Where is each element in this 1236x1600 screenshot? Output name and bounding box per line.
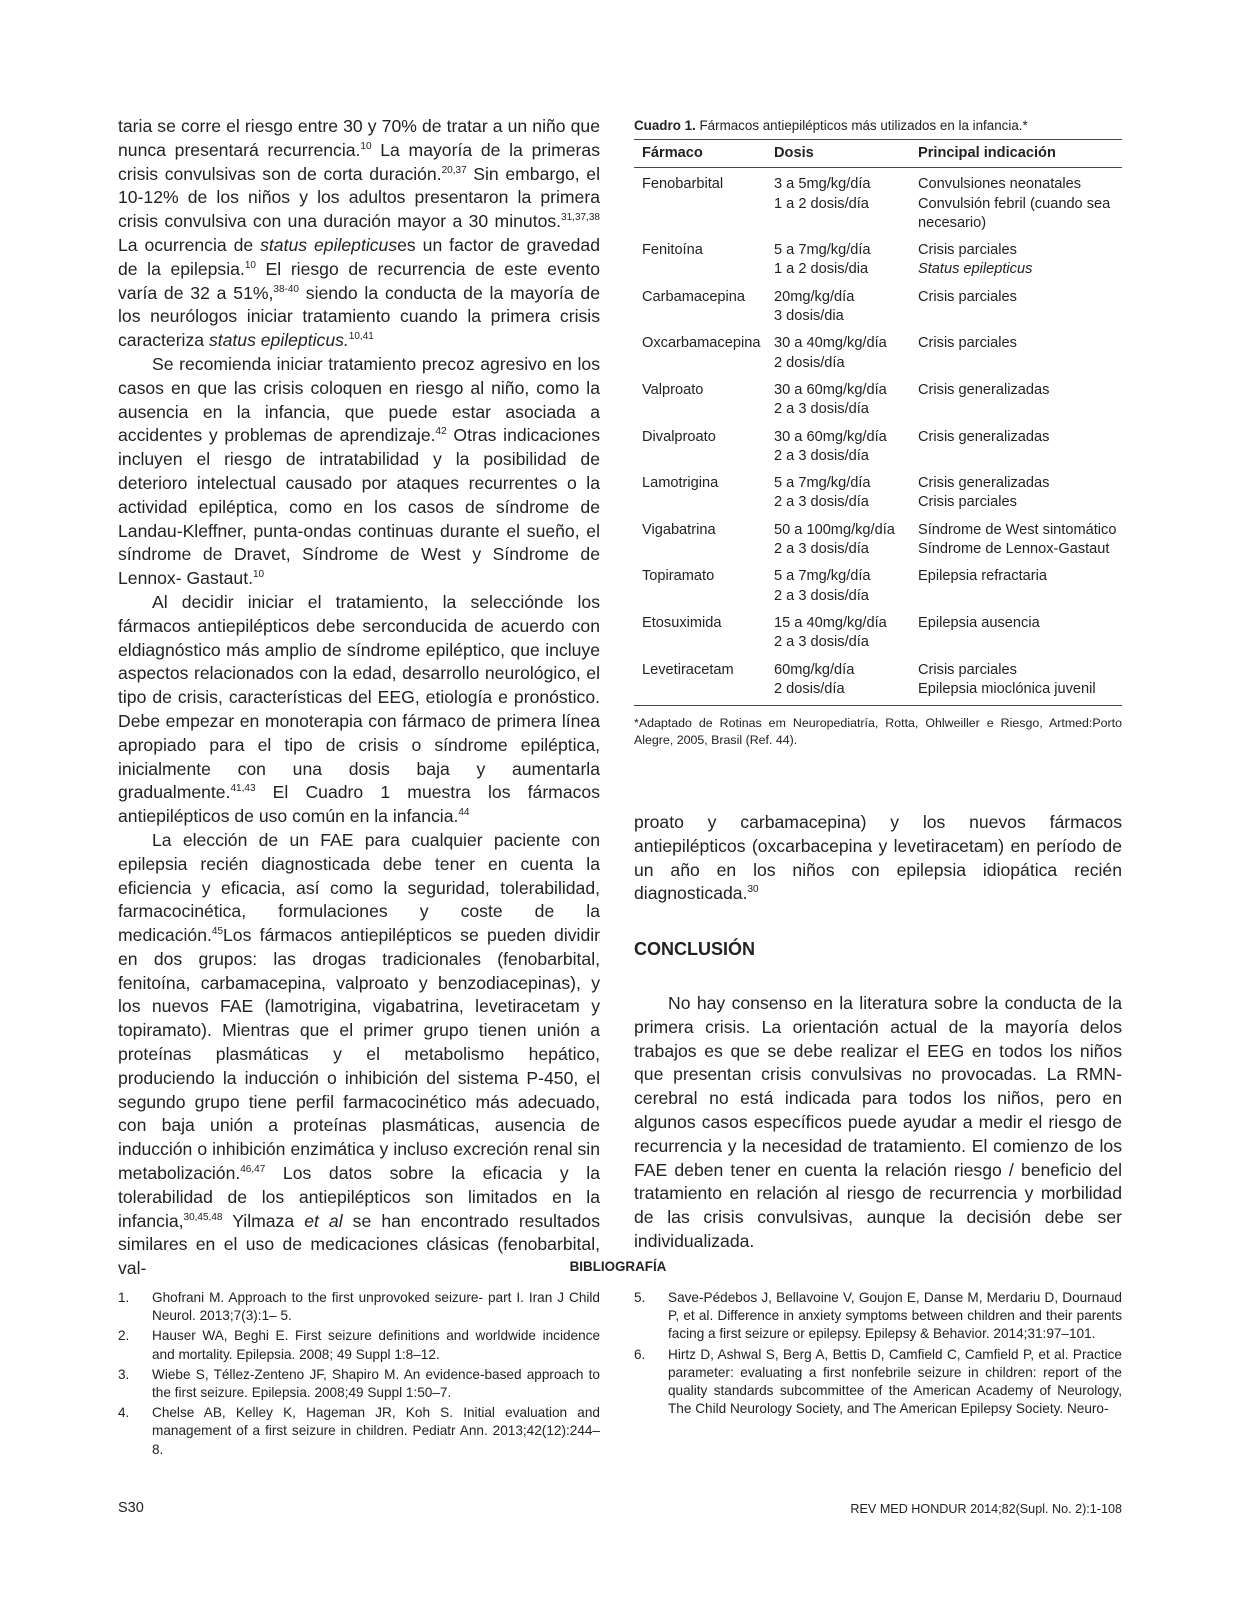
table-row (634, 428, 1122, 475)
table-row (634, 474, 1122, 521)
drug-name: Levetiracetam (634, 661, 766, 706)
drug-indication: Crisis parciales Status epilepticus (918, 242, 1033, 278)
drug-name: Topiramato (642, 568, 715, 585)
drug-indication: Crisis generalizadas Crisis parciales (918, 475, 1050, 511)
reference-item: 3. Wiebe S, Téllez-Zenteno JF, Shapiro M. An evidence-based approach to the first seizure. Epilepsia. 2008;49 Suppl 1:50–7. (118, 1366, 600, 1401)
reference-item: 4. Chelse AB, Kelley K, Hageman JR, Koh S. Initial evaluation and management of a first seizure in children. Pediatr Ann. 2013;42(12):244–8. (118, 1405, 600, 1457)
conclusion-heading: CONCLUSIÓN (634, 939, 755, 960)
drug-indication: Crisis generalizadas (918, 428, 1050, 445)
drug-dose: 60mg/kg/día 2 dosis/día (766, 661, 910, 706)
page-number: S30 (118, 1500, 144, 1516)
table-caption: Cuadro 1. Fármacos antiepilépticos más utilizados en la infancia.* (634, 118, 1028, 133)
table-row (634, 521, 1122, 568)
drug-dose: 5 a 7mg/kg/día 2 a 3 dosis/día (774, 568, 871, 604)
table-header-row (634, 140, 1122, 168)
table-row (634, 168, 1122, 241)
drug-dose: 50 a 100mg/kg/día 2 a 3 dosis/día (774, 521, 895, 558)
drug-name: Fenitoína (642, 242, 703, 259)
paragraph-1: taria se corre el riesgo entre 30 y 70% de tratar a un niño que nunca presentará recurrencia.$^{10}$ La mayoría de la primeras crisis convulsivas son de corta duración.$^{20,37}$ Sin embargo, el 10-12% de los niños y los adultos presentaron la primera crisis convulsiva con una duración mayor a 30 minutos.$^{31,37,38}$ La ocurrencia de status epilepticuses un factor de gravedad de la epilepsia.$^{10}$ El riesgo de recurrencia de este evento varía de 32 a 51%,$^{38-40}$ siendo la conducta de la mayoría de los neurólogos iniciar tratamiento cuando la primera crisis caracteriza status epilepticus.$^{10,41}$ (118, 116, 600, 351)
drug-dose: 15 a 40mg/kg/día 2 a 3 dosis/día (774, 614, 887, 651)
drug-indication: Crisis generalizadas (918, 381, 1050, 398)
conclusion-paragraph: No hay consenso en la literatura sobre la conducta de la primera crisis. La orientación actual de la mayoría delos trabajos es que se debe realizar el EEG en todos los niños que presentan crisis convulsivas no provocadas. La RMN-cerebral no está indicada para todos los niños, pero en algunos casos específicos puede ayudar a medir el riesgo de recurrencia y la necesidad de tratamiento. El comienzo de los FAE deben tener en cuenta la relación riesgo / beneficio del tratamiento en relación al riesgo de recurrencia y morbilidad de las crisis convulsivas, aunque la decisión debe ser individualizada. (634, 992, 1122, 1251)
table-footnote: *Adaptado de Rotinas em Neuropediatría, Rotta, Ohlweiller e Riesgo, Artmed:Porto Alegre, 2005, Brasil (Ref. 44). (634, 716, 1122, 748)
header-farmaco: Fármaco (634, 140, 766, 168)
drug-indication: Epilepsia ausencia (918, 614, 1040, 631)
header-indicacion: Principal indicación (910, 140, 1122, 168)
reference-item: 1. Ghofrani M. Approach to the first unprovoked seizure- part I. Iran J Child Neurol. 2013;7(3):1– 5. (118, 1290, 600, 1324)
drug-table-block (634, 117, 1122, 749)
table-row (634, 614, 1122, 661)
drug-indication: Crisis parciales Epilepsia mioclónica juvenil (910, 661, 1122, 706)
drug-name: Valproato (642, 381, 704, 398)
references-right (634, 1289, 1122, 1420)
header-dosis: Dosis (766, 140, 910, 168)
drug-dose: 5 a 7mg/kg/día 1 a 2 dosis/dia (774, 242, 871, 278)
journal-citation: REV MED HONDUR 2014;82(Supl. No. 2):1-108 (850, 1502, 1122, 1516)
drug-table (634, 139, 1122, 706)
paragraph-2: Se recomienda iniciar tratamiento precoz agresivo en los casos en que las crisis coloquen en riesgo al niño, como la ausencia en la infancia, que puede estar asociada a accidentes y problemas de aprendizaje.$^{42}$ Otras indicaciones incluyen el riesgo de intratabilidad y la posibilidad de deterioro intelectual causado por ataques recurrentes o la actividad epiléptica, como en los casos de síndrome de Landau-Kleffner, punta-ondas continuas durante el sueño, el síndrome de Dravet, Síndrome de West y Síndrome de Lennox- Gastaut.$^{10}$ (118, 353, 600, 589)
paragraph-continuation: proato y carbamacepina) y los nuevos fármacos antiepilépticos (oxcarbacepina y levetiracetam) en período de un año en los niños con epilepsia idiopática recién diagnosticada.$^{30}$ (634, 812, 1122, 904)
drug-dose: 3 a 5mg/kg/día 1 a 2 dosis/día (774, 176, 871, 212)
table-row (634, 661, 1122, 706)
drug-name: Divalproato (642, 428, 716, 445)
drug-name: Vigabatrina (642, 521, 716, 538)
paragraph-3: Al decidir iniciar el tratamiento, la seleccióndе los fármacos antiepilépticos debe serconducida de acuerdo con eldiagnóstico más amplio de síndrome epiléptico, que incluye aspectos relacionados con la edad, desarrollo neurológico, el tipo de crisis, características del EEG, etiología e pronóstico. Debe empezar en monoterapia con fármaco de primera línea apropiado para el tipo de crisis o síndrome epiléptica, inicialmente con una dosis baja y aumentarla gradualmente.$^{41,43}$ El Cuadro 1 muestra los fármacos antiepilépticos de uso común en la infancia.$^{44}$ (118, 591, 600, 827)
drug-indication: Epilepsia refractaria (918, 568, 1047, 585)
drug-dose: 5 a 7mg/kg/día 2 a 3 dosis/día (774, 475, 871, 511)
paragraph-4: La elección de un FAE para cualquier paciente con epilepsia recién diagnosticada debe tener en cuenta la eficiencia y eficacia, así como la seguridad, tolerabilidad, farmacocinética, formulaciones y coste de la medicación.$^{45}$Los fármacos antiepilépticos se pueden dividir en dos grupos: las drogas tradicionales (fenobarbital, fenitoína, carbamacepina, valproato y benzodiacepinas), y los nuevos FAE (lamotrigina, vigabatrina, levetiracetam y topiramato). Mientras que el primer grupo tienen unión a proteínas plasmáticas y el metabolismo hepático, produciendo la inducción o inhibición del sistema P-450, el segundo grupo tiene perfil farmacocinético más adecuado, con baja unión a proteínas plasmáticas, ausencia de inducción o inhibición enzimática y incluso excreción renal sin metabolización.$^{46,47}$ Los datos sobre la eficacia y la tolerabilidad de los antiepilépticos son limitados en la infancia,$^{30,45,48}$ Yilmaza et al se han encontrado resultados similares en el uso de medicaciones clásicas (fenobarbital, val- (118, 829, 600, 1279)
drug-indication: Crisis parciales (918, 335, 1017, 352)
drug-name: Etosuximida (642, 614, 722, 631)
table-row (634, 288, 1122, 335)
drug-indication: Crisis parciales (918, 288, 1017, 305)
drug-name: Oxcarbamacepina (642, 335, 761, 352)
drug-name: Lamotrigina (642, 475, 719, 492)
drug-name: Fenobarbital (642, 176, 724, 193)
drug-indication: Síndrome de West sintomático Síndrome de Lennox-Gastaut (918, 521, 1117, 558)
reference-item: 2. Hauser WA, Beghi E. First seizure definitions and worldwide incidence and mortality. Epilepsia. 2008; 49 Suppl 1:8–12. (118, 1328, 600, 1362)
reference-item: 6. Hirtz D, Ashwal S, Berg A, Bettis D, Camfield C, Camfield P, et al. Practice parameter: evaluating a first nonfebrile seizure in children: report of the quality standards subcommittee of the American Academy of Neurology, The Child Neurology Society, and The American Epilepsy Society. Neuro- (634, 1346, 1122, 1417)
bibliography-heading: BIBLIOGRAFÍA (569, 1259, 667, 1274)
table-row (634, 241, 1122, 288)
drug-dose: 20mg/kg/día 3 dosis/dia (774, 288, 855, 325)
reference-item: 5. Save-Pédebos J, Bellavoine V, Goujon E, Danse M, Merdariu D, Dournaud P, et al. Difference in anxiety symptoms between children and their parents facing a first seizure or epilepsy. Epilepsy & Behavior. 2014;31:97–101. (634, 1290, 1122, 1342)
drug-dose: 30 a 60mg/kg/día 2 a 3 dosis/día (774, 381, 887, 418)
left-column (118, 115, 600, 1281)
references-left (118, 1289, 600, 1461)
table-row (634, 334, 1122, 381)
table-row (634, 567, 1122, 614)
drug-indication: Convulsiones neonatales Convulsión febril (cuando sea necesario) (918, 176, 1111, 231)
drug-dose: 30 a 60mg/kg/día 2 a 3 dosis/día (774, 428, 887, 464)
table-row (634, 381, 1122, 428)
right-column (634, 811, 1122, 1254)
drug-dose: 30 a 40mg/kg/día 2 dosis/día (774, 335, 887, 371)
drug-name: Carbamacepina (642, 288, 746, 305)
